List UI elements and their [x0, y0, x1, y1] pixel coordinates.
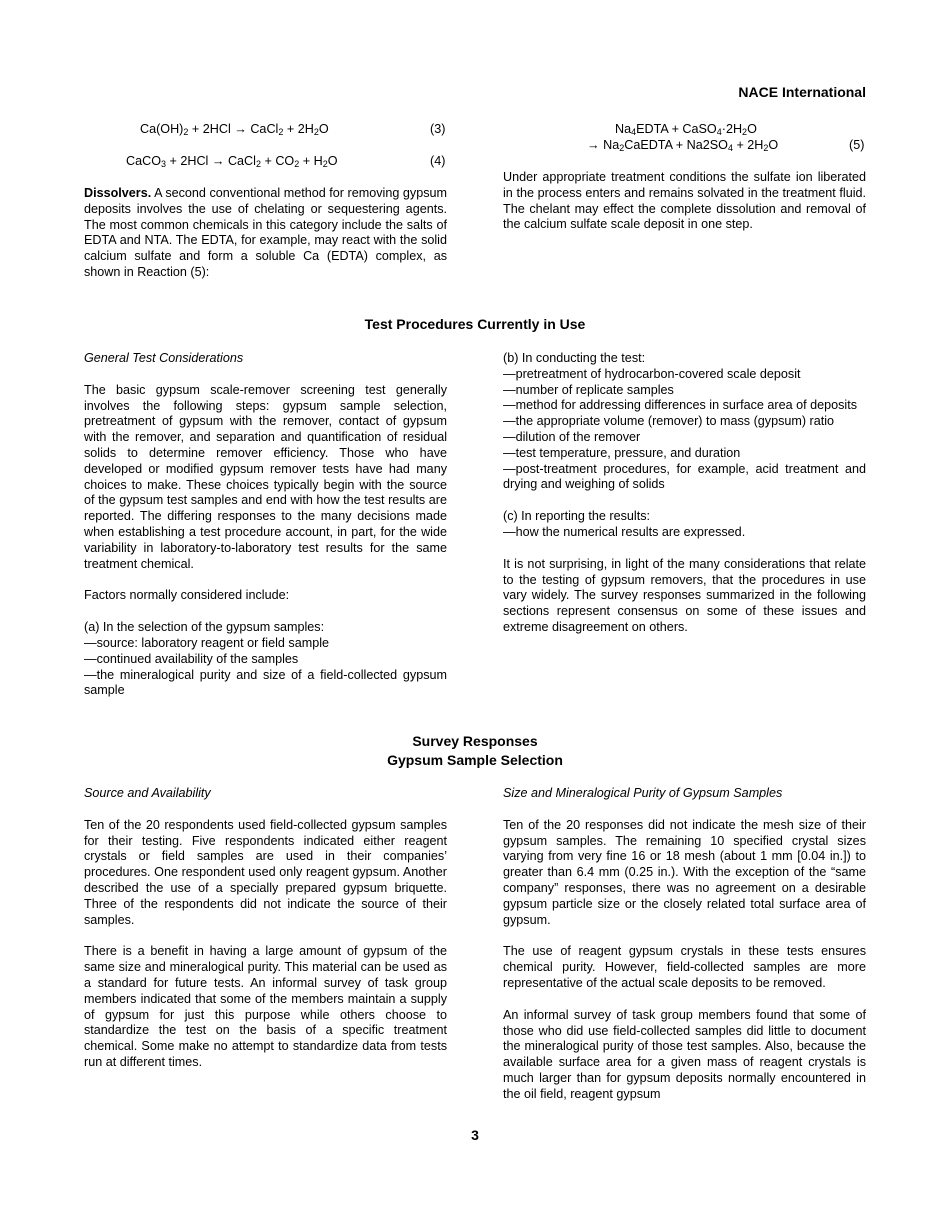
equation-5-number: (5)	[849, 138, 865, 152]
equation-5-line1: $Na_4EDTA$ + $CaSO_4\cdot 2H_2O$	[615, 122, 757, 137]
subhead-size-and-purity: Size and Mineralogical Purity of Gypsum Samples	[503, 786, 783, 800]
equation-4-number: (4)	[430, 154, 446, 168]
subhead-general-test-considerations: General Test Considerations	[84, 351, 244, 365]
procedures-vary-paragraph: It is not surprising, in light of the many considerations that relate to the testing of gypsum removers, that the procedures in use vary widely. The survey responses summarized in the following sections represent consensus on some of these issues and extreme disagreement on others.	[503, 556, 866, 634]
running-header: NACE International	[738, 84, 866, 100]
mesh-size-paragraph: Ten of the 20 responses did not indicate the mesh size of their gypsum samples. The remaining 10 specified crystal sizes varying from very fine 16 or 18 mesh (about 1 mm [0.04 in.]) to greater than 6.4 mm (0.25 in.). With the exception of the “same company” responses, there was no agreement on a desirable gypsum particle size or the closely related total surface area of gypsum.	[503, 817, 866, 927]
equation-4: CaCO$_3$ + 2HCl → CaCl$_2$ + $CO_2 + H_2O$	[126, 154, 338, 169]
dissolvers-run-in-heading: Dissolvers.	[84, 186, 152, 200]
list-c-heading: (c) In reporting the results:	[503, 509, 650, 524]
general-considerations-paragraph: The basic gypsum scale-remover screening test generally involves the following steps: gypsum sample selection, pretreatment of gypsum with the remover, contact of gypsum with the remover, and separation and quantification of residual solids to determine remover efficiency. Those who have developed or modified gypsum remover tests have had many choices to make. These choices typically begin with the source of the gypsum test samples and end with how the test results are reported. The differing responses to the many decisions made when establishing a test procedure account, in part, for the wide variability in laboratory-to-laboratory test results for the same treatment chemical.	[84, 382, 447, 571]
equation-5-line2: → $Na_2CaEDTA + Na2SO_4 + 2H_2O$	[587, 138, 779, 153]
section2-left-column	[84, 786, 447, 1071]
list-a-item: —continued availability of the samples	[84, 651, 299, 666]
reagent-purity-paragraph: The use of reagent gypsum crystals in these tests ensures chemical purity. However, field-collected samples are more representative of the actual scale deposits to be removed.	[503, 944, 866, 990]
list-a-item: —the mineralogical purity and size of a field-collected gypsum sample	[84, 667, 447, 698]
list-c-item: —how the numerical results are expressed.	[503, 524, 746, 539]
section-title-survey-responses: Survey Responses	[412, 733, 538, 749]
list-a-heading: (a) In the selection of the gypsum samples:	[84, 620, 325, 635]
standard-supply-paragraph: There is a benefit in having a large amount of gypsum of the same size and mineralogical purity. This material can be used as a standard for future tests. An informal survey of task group members indicated that some of the members maintain a supply of gypsum for just this purpose while others choose to standardize the test on the basis of a specific treatment chemical. Some make no attempt to standardize data from tests run at different times.	[84, 944, 447, 1069]
list-b-heading: (b) In conducting the test:	[503, 351, 646, 365]
section2-right-column	[503, 786, 866, 1103]
equation-3-number: (3)	[430, 122, 446, 136]
treatment-paragraph: Under appropriate treatment conditions the sulfate ion liberated in the process enters and remains solvated in the treatment fluid. The chelant may effect the complete dissolution and removal of the calcium sulfate scale deposit in one step.	[503, 170, 866, 232]
list-b-item: —dilution of the remover	[503, 429, 641, 444]
source-paragraph: Ten of the 20 respondents used field-collected gypsum samples for their testing. Five respondents indicated either reagent crystals or field samples are used in their companies’ procedures. One respondent used only reagent gypsum. Another described the use of a specially prepared gypsum briquette. Three of the respondents did not indicate the source of their samples.	[84, 817, 447, 927]
list-b-item: —method for addressing differences in surface area of deposits	[503, 398, 857, 413]
section-title-gypsum-sample-selection: Gypsum Sample Selection	[387, 752, 563, 768]
list-b-item: —the appropriate volume (remover) to mass (gypsum) ratio	[503, 414, 835, 429]
section-title-test-procedures: Test Procedures Currently in Use	[364, 316, 586, 332]
list-b-item: —test temperature, pressure, and duration	[503, 445, 741, 460]
treatment-block	[503, 170, 866, 233]
equation-3: $Ca(OH)_2 + 2HCl$ → CaCl$_2$ + $2H_2O$	[140, 122, 329, 137]
list-b-item: —pretreatment of hydrocarbon-covered scale deposit	[503, 366, 801, 381]
list-b-item: —post-treatment procedures, for example, acid treatment and drying and weighing of solids	[503, 461, 866, 492]
list-a-item: —source: laboratory reagent or field sample	[84, 635, 330, 650]
subhead-source-and-availability: Source and Availability	[84, 786, 211, 800]
dissolvers-block	[84, 186, 447, 281]
section1-left-column	[84, 351, 447, 699]
dissolvers-paragraph: Dissolvers. A second conventional method for removing gypsum deposits involves the use of chelating or sequestering agents. The most common chemicals in this category include the salts of EDTA and NTA. The EDTA, for example, may react with the solid calcium sulfate and form a soluble Ca (EDTA) complex, as shown in Reaction (5):	[84, 186, 447, 279]
list-b-item: —number of replicate samples	[503, 382, 674, 397]
factors-intro: Factors normally considered include:	[84, 588, 290, 603]
section1-right-column	[503, 351, 866, 636]
informal-survey-paragraph: An informal survey of task group members found that some of those who did use field-collected samples did little to document the mineralogical purity of those test samples. Also, because the available surface area for a given mass of reagent crystals is much larger than for gypsum deposits normally encountered in the oil field, reagent gypsum	[503, 1007, 866, 1101]
page-number: 3	[471, 1127, 479, 1143]
